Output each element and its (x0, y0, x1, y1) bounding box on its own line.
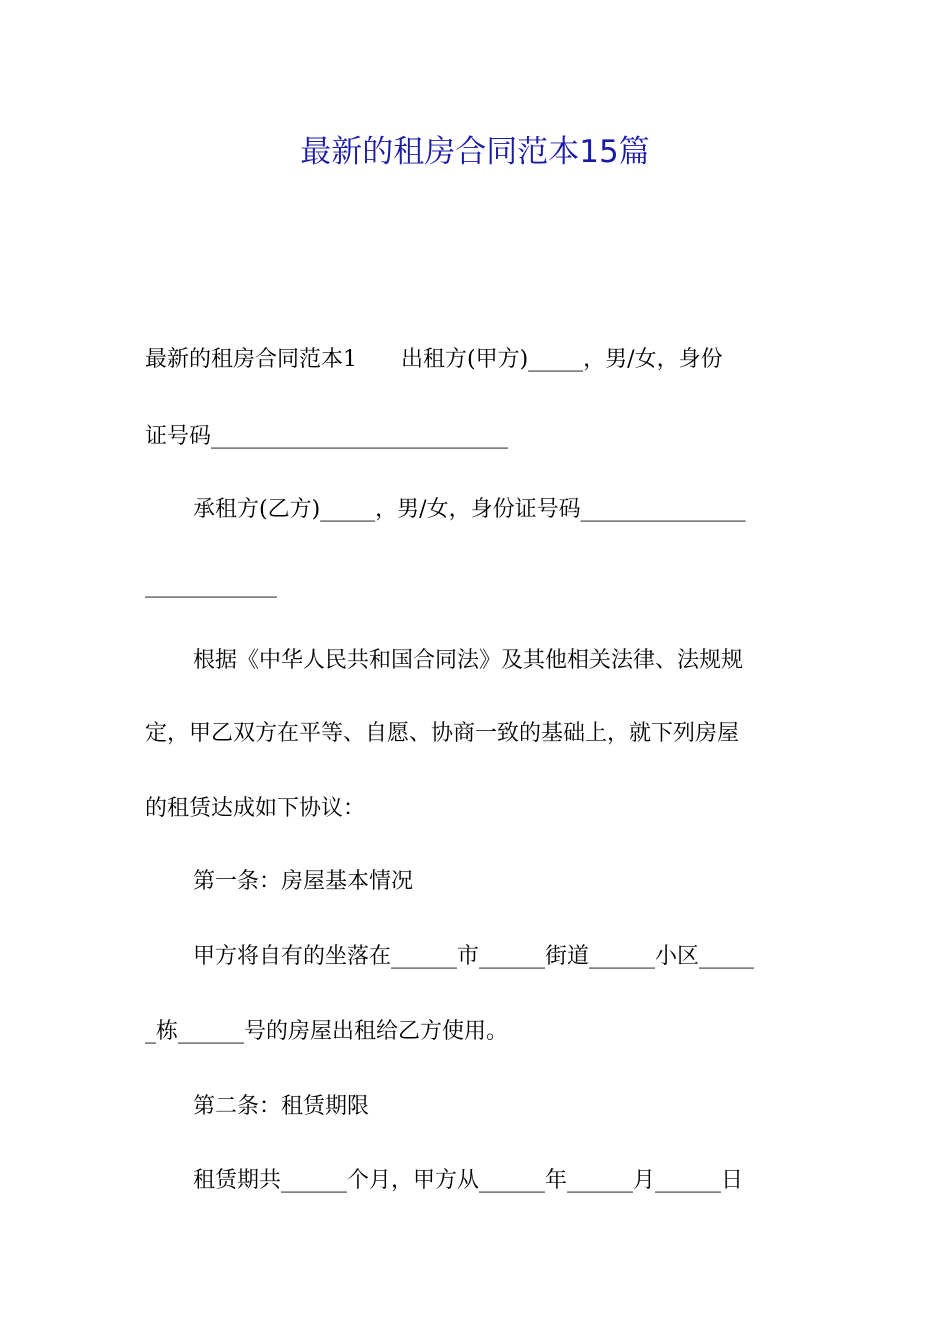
section-heading: 第二条：租赁期限 (193, 1094, 370, 1119)
document-title: 最新的租房合同范本15篇 (300, 134, 650, 170)
paragraph-line: 证号码___________________________ (145, 424, 509, 449)
paragraph-line: ____________ (145, 573, 277, 598)
paragraph-line: _栋______号的房屋出租给乙方使用。 (145, 1019, 509, 1044)
paragraph-line: 的租赁达成如下协议： (145, 796, 366, 821)
section-heading: 第一条：房屋基本情况 (193, 869, 414, 894)
paragraph-line: 根据《中华人民共和国合同法》及其他相关法律、法规规 (193, 648, 744, 673)
paragraph-line: 承租方(乙方)_____，男/女，身份证号码_______________ (193, 497, 746, 522)
paragraph-line: 甲方将自有的坐落在______市______街道______小区_____ (193, 944, 755, 969)
paragraph-line: 最新的租房合同范本1 出租方(甲方)_____，男/女，身份 (145, 347, 723, 372)
paragraph-line: 租赁期共______个月，甲方从______年______月______日 (193, 1168, 744, 1193)
paragraph-line: 定，甲乙双方在平等、自愿、协商一致的基础上，就下列房屋 (145, 721, 740, 746)
